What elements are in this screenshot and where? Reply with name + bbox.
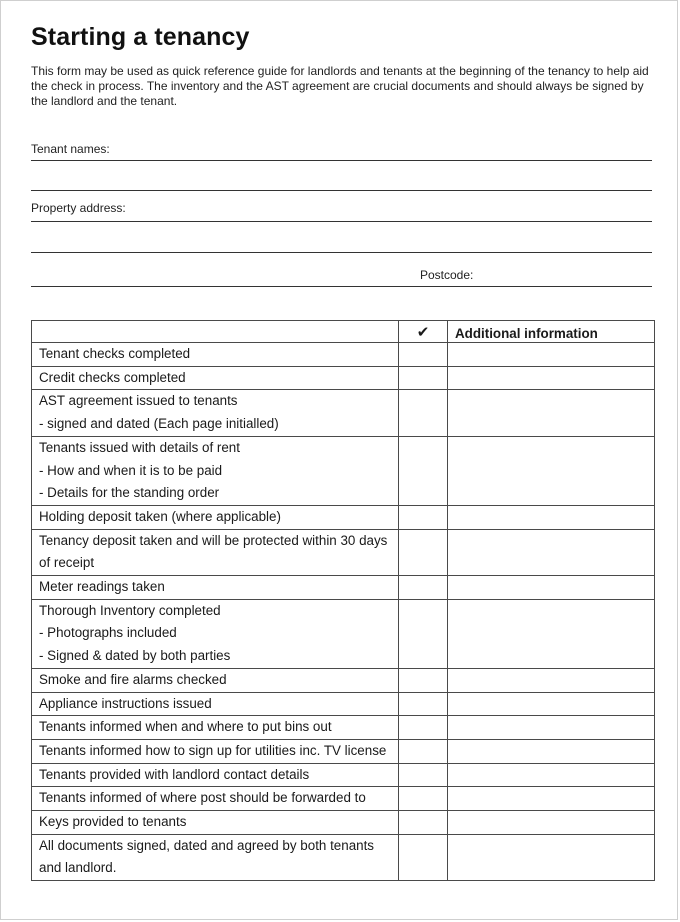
check-cell[interactable]: [399, 599, 448, 668]
checklist-item: [32, 343, 399, 367]
checklist-item-line: Thorough Inventory completed: [39, 602, 221, 618]
table-row: [32, 529, 655, 575]
check-cell[interactable]: [399, 390, 448, 436]
check-cell[interactable]: [399, 576, 448, 600]
additional-info-cell[interactable]: [448, 692, 655, 716]
check-cell[interactable]: [399, 787, 448, 811]
checklist-item-line: Meter readings taken: [39, 579, 165, 595]
check-cell[interactable]: [399, 834, 448, 880]
table-row: [32, 390, 655, 436]
checklist-item: [32, 390, 399, 436]
checklist-item: [32, 739, 399, 763]
info-column-header: Additional information: [448, 321, 655, 343]
checklist-item: [32, 436, 399, 505]
table-row: [32, 763, 655, 787]
check-cell[interactable]: [399, 529, 448, 575]
additional-info-cell[interactable]: [448, 343, 655, 367]
additional-info-cell[interactable]: [448, 390, 655, 436]
page-title: Starting a tenancy: [31, 23, 250, 51]
check-cell[interactable]: [399, 811, 448, 835]
postcode-line[interactable]: [31, 286, 652, 287]
table-row: [32, 692, 655, 716]
check-cell[interactable]: [399, 763, 448, 787]
checklist-item-line: Tenants issued with details of rent: [39, 439, 240, 455]
checklist-item-line: Tenants informed when and where to put bins out: [39, 719, 332, 735]
additional-info-cell[interactable]: [448, 811, 655, 835]
table-row: [32, 787, 655, 811]
checklist-item: [32, 668, 399, 692]
table-row: [32, 436, 655, 505]
checklist-item-line: Tenants informed how to sign up for utilities inc. TV license: [39, 742, 387, 758]
table-row: [32, 668, 655, 692]
postcode-label: Postcode:: [420, 268, 474, 282]
checklist-item: [32, 811, 399, 835]
additional-info-cell[interactable]: [448, 763, 655, 787]
item-column-header: [32, 321, 399, 343]
checklist-item-line: - Signed & dated by both parties: [39, 648, 231, 664]
checklist-item: [32, 599, 399, 668]
checklist-item-line: Tenants provided with landlord contact details: [39, 766, 310, 782]
checklist-item: [32, 692, 399, 716]
property-address-line-2[interactable]: [31, 252, 652, 253]
checklist-item: [32, 366, 399, 390]
checklist-item-line: - How and when it is to be paid: [39, 462, 223, 478]
table-row: [32, 505, 655, 529]
table-row: [32, 576, 655, 600]
additional-info-cell[interactable]: [448, 716, 655, 740]
checklist-item-line: All documents signed, dated and agreed by both tenants: [39, 837, 375, 853]
tenant-names-label: Tenant names:: [31, 142, 110, 156]
checklist-item-line: Appliance instructions issued: [39, 695, 212, 711]
checklist-item-line: - Details for the standing order: [39, 485, 220, 501]
table-row: [32, 739, 655, 763]
table-row: [32, 834, 655, 880]
checklist-item-line: of receipt: [39, 555, 95, 571]
additional-info-cell[interactable]: [448, 739, 655, 763]
checklist-item: [32, 834, 399, 880]
checklist-item: [32, 716, 399, 740]
checklist-item-line: Tenant checks completed: [39, 346, 191, 361]
checklist-item-line: AST agreement issued to tenants: [39, 393, 238, 409]
checklist-item-line: Tenancy deposit taken and will be protected within 30 days: [39, 532, 388, 548]
check-cell[interactable]: [399, 343, 448, 367]
check-column-header: ✔: [399, 321, 448, 343]
table-header-row: [32, 321, 655, 343]
checklist-item: [32, 787, 399, 811]
tenant-names-line-2[interactable]: [31, 190, 652, 191]
check-cell[interactable]: [399, 739, 448, 763]
checklist-item-line: Tenants informed of where post should be forwarded to: [39, 790, 366, 806]
additional-info-cell[interactable]: [448, 366, 655, 390]
additional-info-cell[interactable]: [448, 787, 655, 811]
checklist-item-line: - Photographs included: [39, 625, 177, 641]
checklist-item: [32, 505, 399, 529]
table-row: [32, 716, 655, 740]
checklist-item-line: Keys provided to tenants: [39, 814, 187, 830]
check-cell[interactable]: [399, 366, 448, 390]
checklist-item-line: Credit checks completed: [39, 369, 186, 385]
additional-info-cell[interactable]: [448, 436, 655, 505]
check-cell[interactable]: [399, 505, 448, 529]
additional-info-cell[interactable]: [448, 505, 655, 529]
checklist-item: [32, 529, 399, 575]
check-cell[interactable]: [399, 668, 448, 692]
property-address-line-1[interactable]: [31, 221, 652, 222]
tenant-names-line-1[interactable]: [31, 160, 652, 161]
checklist-table: [31, 320, 655, 881]
table-row: [32, 599, 655, 668]
additional-info-cell[interactable]: [448, 834, 655, 880]
additional-info-cell[interactable]: [448, 576, 655, 600]
table-row: [32, 366, 655, 390]
checklist-item: [32, 576, 399, 600]
checklist-item: [32, 763, 399, 787]
property-address-label: Property address:: [31, 201, 126, 215]
checklist-item-line: - signed and dated (Each page initialled): [39, 416, 279, 432]
checklist-body: [32, 343, 655, 881]
check-cell[interactable]: [399, 692, 448, 716]
intro-paragraph: This form may be used as quick reference guide for landlords and tenants at the beginning of the tenancy to help aid the check in process. The inventory and the AST agreement are crucial documents and should always be signed by the landlord and the tenant.: [31, 64, 649, 108]
checklist-item-line: Holding deposit taken (where applicable): [39, 508, 281, 524]
additional-info-cell[interactable]: [448, 599, 655, 668]
additional-info-cell[interactable]: [448, 529, 655, 575]
checklist-item-line: Smoke and fire alarms checked: [39, 671, 227, 687]
table-row: [32, 343, 655, 367]
check-cell[interactable]: [399, 436, 448, 505]
checklist-item-line: and landlord.: [39, 860, 117, 876]
table-row: [32, 811, 655, 835]
check-cell[interactable]: [399, 716, 448, 740]
additional-info-cell[interactable]: [448, 668, 655, 692]
